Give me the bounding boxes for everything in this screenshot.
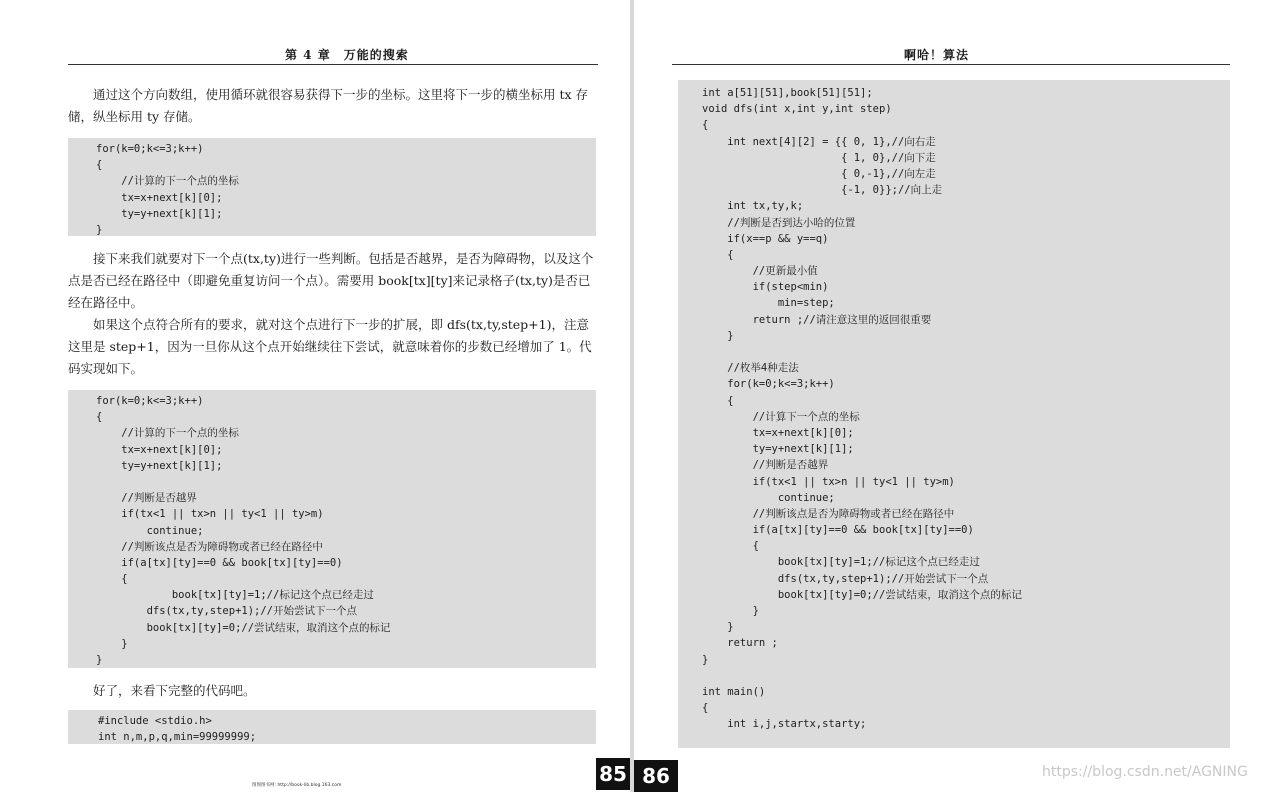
- code-line: }: [702, 329, 734, 342]
- code-line: tx=x+next[k][0];: [702, 426, 854, 439]
- code-line: { 0,-1},//向左走: [702, 167, 936, 180]
- code-line: }: [96, 654, 103, 666]
- watermark: https://blog.csdn.net/AGNING: [1042, 764, 1248, 780]
- code-line: ty=y+next[k][1];: [702, 443, 854, 456]
- code-line: //计算的下一个点的坐标: [96, 427, 239, 440]
- code-line: void dfs(int x,int y,int step): [702, 103, 892, 116]
- code-line: for(k=0;k<=3;k++): [96, 143, 204, 155]
- code-line: return ;//请注意这里的返回很重要: [702, 313, 932, 326]
- code-line: int next[4][2] = {{ 0, 1},//向右走: [702, 135, 936, 148]
- code-line: //枚举4种走法: [702, 362, 799, 375]
- code-line: //更新最小值: [702, 265, 818, 278]
- code-line: ty=y+next[k][1];: [96, 459, 223, 472]
- code-line: {: [96, 159, 103, 172]
- code-line: [96, 474, 596, 490]
- code-line: //计算下一个点的坐标: [702, 410, 860, 423]
- right-header-rule: [672, 64, 1230, 65]
- code-block-2: [68, 390, 596, 668]
- code-line: [702, 344, 1230, 360]
- left-header-rule: [68, 64, 598, 65]
- left-page: [0, 0, 630, 792]
- code-block-right: [678, 80, 1230, 748]
- code-line: for(k=0;k<=3;k++): [96, 395, 204, 407]
- code-line: book[tx][ty]=1;//标记这个点已经走过: [96, 589, 374, 602]
- code-line: return ;: [702, 637, 778, 650]
- code-line: int i,j,startx,starty;: [702, 718, 867, 731]
- code-line: }: [96, 637, 128, 650]
- code-line: if(tx<1 || tx>n || ty<1 || ty>m): [702, 475, 955, 488]
- code-line: if(a[tx][ty]==0 && book[tx][ty]==0): [702, 524, 974, 537]
- left-running-head: 第 4 章 万能的搜索: [285, 48, 409, 62]
- code-line: }: [702, 621, 734, 634]
- code-line: //判断是否越界: [702, 459, 829, 472]
- code-line: int a[51][51],book[51][51];: [702, 87, 873, 99]
- code-line: {: [702, 119, 709, 132]
- code-line: }: [702, 653, 709, 666]
- code-line: int tx,ty,k;: [702, 200, 804, 213]
- code-line: ty=y+next[k][1];: [96, 207, 223, 220]
- code-line: {-1, 0}};//向上走: [702, 184, 943, 197]
- code-line: {: [702, 540, 759, 553]
- code-line: }: [702, 605, 759, 617]
- code-line: dfs(tx,ty,step+1);//开始尝试下一个点: [702, 572, 989, 585]
- code-block-1: [68, 138, 596, 236]
- code-line: dfs(tx,ty,step+1);//开始尝试下一个点: [96, 605, 358, 618]
- code-line: book[tx][ty]=1;//标记这个点已经走过: [702, 556, 980, 569]
- code-line: continue;: [702, 491, 835, 504]
- code-line: }: [96, 223, 103, 236]
- code-line: book[tx][ty]=0;//尝试结束，取消这个点的标记: [702, 588, 1022, 601]
- right-page: [634, 0, 1262, 792]
- code-line: continue;: [96, 524, 204, 537]
- code-line: {: [96, 573, 128, 586]
- code-line: //计算的下一个点的坐标: [96, 175, 239, 188]
- code-line: {: [702, 248, 734, 261]
- code-line: //判断该点是否为障碍物或者已经在路径中: [702, 507, 955, 520]
- code-line: [702, 668, 1230, 684]
- paragraph-1: 通过这个方向数组，使用循环就很容易获得下一步的坐标。这里将下一步的横坐标用 tx 存储，纵坐标用 ty 存储。: [68, 87, 589, 124]
- paragraph-2: 接下来我们就要对下一个点(tx,ty)进行一些判断。包括是否越界，是否为障碍物，以及这个点是否已经在路径中（即避免重复访问一个点）。需要用 book[tx][ty]来记录格子(tx,ty)是否已经在路径中。: [68, 251, 594, 310]
- code-line: tx=x+next[k][0];: [96, 191, 223, 204]
- paragraph-3: 如果这个点符合所有的要求，就对这个点进行下一步的扩展，即 dfs(tx,ty,step+1)，注意这里是 step+1，因为一旦你从这个点开始继续往下尝试，就意味着你的步数已经增加了 1。代码实现如下。: [68, 317, 592, 376]
- code-line: {: [702, 394, 734, 407]
- code-line: //判断该点是否为障碍物或者已经在路径中: [96, 540, 323, 553]
- code-line: if(tx<1 || tx>n || ty<1 || ty>m): [96, 508, 324, 521]
- code-line: if(x==p && y==q): [702, 232, 829, 245]
- code-line: for(k=0;k<=3;k++): [702, 378, 835, 391]
- code-line: min=step;: [702, 297, 835, 310]
- right-running-head: 啊哈！算法: [904, 48, 970, 62]
- code-line: #include <stdio.h>: [98, 715, 212, 727]
- code-line: if(step<min): [702, 281, 829, 294]
- code-line: { 1, 0},//向下走: [702, 151, 936, 164]
- code-line: //判断是否越界: [96, 492, 197, 505]
- page-number-right: 86: [634, 760, 678, 792]
- code-line: int main(): [702, 685, 766, 698]
- code-line: //判断是否到达小哈的位置: [702, 216, 856, 229]
- code-block-3: [68, 710, 596, 744]
- code-line: tx=x+next[k][0];: [96, 443, 223, 456]
- code-line: {: [702, 702, 709, 715]
- code-line: book[tx][ty]=0;//尝试结束，取消这个点的标记: [96, 621, 391, 634]
- code-line: {: [96, 411, 103, 424]
- footer-note: 图图图书网: http://book-lib.blog.163.com: [252, 783, 342, 788]
- code-line: int n,m,p,q,min=99999999;: [98, 731, 257, 744]
- paragraph-4: 好了，来看下完整的代码吧。: [93, 683, 256, 698]
- page-number-left: 85: [596, 758, 630, 790]
- code-line: if(a[tx][ty]==0 && book[tx][ty]==0): [96, 556, 343, 569]
